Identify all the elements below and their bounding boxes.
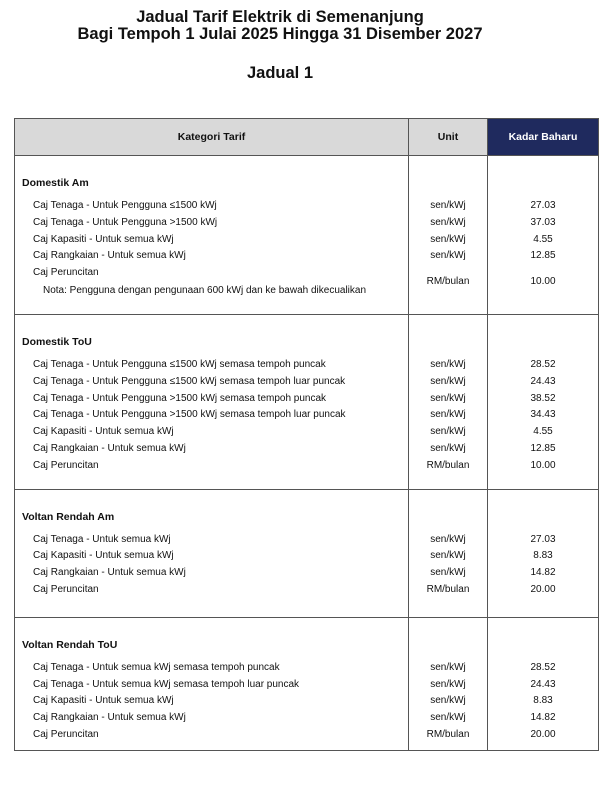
section-title: Domestik Am	[22, 177, 89, 189]
row-rate: 34.43	[530, 409, 556, 421]
row-unit: sen/kWj	[430, 533, 466, 545]
row-label: Caj Tenaga - Untuk Pengguna >1500 kWj semasa tempoh luar puncak	[33, 409, 346, 421]
row-label: Caj Peruncitan	[33, 459, 99, 471]
row-unit: sen/kWj	[430, 216, 466, 228]
row-rate: 14.82	[530, 567, 556, 579]
document-title-line2: Bagi Tempoh 1 Julai 2025 Hingga 31 Disember 2027	[77, 25, 483, 43]
row-label: Caj Tenaga - Untuk semua kWj	[33, 533, 171, 545]
section-title: Domestik ToU	[22, 335, 92, 348]
row-unit: RM/bulan	[426, 276, 470, 288]
row-unit: sen/kWj	[430, 550, 466, 562]
row-rate: 4.55	[533, 426, 553, 438]
row-unit: sen/kWj	[430, 375, 466, 387]
section-unit-cell	[409, 489, 488, 617]
section-category-cell	[15, 617, 409, 750]
row-unit: sen/kWj	[430, 392, 466, 404]
row-rate: 37.03	[530, 216, 556, 228]
row-unit: sen/kWj	[430, 712, 466, 724]
row-label: Caj Peruncitan	[33, 267, 99, 279]
row-unit: sen/kWj	[430, 409, 466, 421]
row-rate: 28.52	[530, 358, 556, 370]
row-label: Caj Kapasiti - Untuk semua kWj	[33, 550, 174, 562]
tariff-table	[14, 118, 599, 751]
row-rate: 24.43	[530, 375, 556, 387]
section-title: Voltan Rendah ToU	[22, 638, 118, 651]
table-body	[15, 156, 599, 751]
row-unit: sen/kWj	[430, 200, 466, 211]
table-section	[15, 489, 599, 617]
row-rate: 20.00	[530, 583, 556, 595]
row-rate: 24.43	[530, 678, 556, 690]
row-label: Caj Kapasiti - Untuk semua kWj	[33, 695, 174, 707]
row-rate: 12.85	[530, 250, 556, 262]
row-rate: 8.83	[533, 695, 553, 707]
section-rate-cell	[488, 156, 599, 315]
row-unit: sen/kWj	[430, 442, 466, 454]
row-unit: sen/kWj	[430, 695, 466, 707]
row-label: Caj Peruncitan	[33, 583, 99, 595]
table-section	[15, 156, 599, 315]
row-label: Caj Rangkaian - Untuk semua kWj	[33, 567, 186, 579]
row-label: Caj Tenaga - Untuk Pengguna ≤1500 kWj semasa tempoh luar puncak	[33, 375, 346, 387]
section-rate-cell	[488, 314, 599, 489]
row-unit: sen/kWj	[430, 358, 466, 370]
column-header-category: Kategori Tarif	[15, 119, 409, 156]
section-title: Voltan Rendah Am	[22, 510, 115, 523]
section-rate-cell	[488, 489, 599, 617]
section-category-cell	[15, 156, 409, 315]
row-label: Caj Kapasiti - Untuk semua kWj	[33, 426, 174, 438]
row-rate: 10.00	[530, 459, 556, 471]
section-note: Nota: Pengguna dengan pengunaan 600 kWj dan ke bawah dikecualikan	[43, 284, 367, 296]
row-label: Caj Tenaga - Untuk semua kWj semasa tempoh puncak	[33, 661, 280, 673]
table-header-row	[15, 119, 599, 156]
row-label: Caj Tenaga - Untuk Pengguna ≤1500 kWj semasa tempoh puncak	[33, 358, 326, 370]
row-rate: 38.52	[530, 392, 556, 404]
table-section	[15, 617, 599, 750]
row-label: Caj Rangkaian - Untuk semua kWj	[33, 442, 186, 454]
row-unit: sen/kWj	[430, 250, 466, 262]
row-unit: sen/kWj	[430, 567, 466, 579]
row-rate: 27.03	[530, 200, 556, 211]
row-rate: 27.03	[530, 533, 556, 545]
row-unit: sen/kWj	[430, 233, 466, 245]
section-category-cell	[15, 489, 409, 617]
row-label: Caj Tenaga - Untuk semua kWj semasa tempoh luar puncak	[33, 678, 300, 690]
row-label: Caj Tenaga - Untuk Pengguna ≤1500 kWj	[33, 200, 217, 211]
section-unit-cell	[409, 617, 488, 750]
row-unit: RM/bulan	[426, 728, 470, 740]
row-label: Caj Tenaga - Untuk Pengguna >1500 kWj semasa tempoh puncak	[33, 392, 327, 404]
row-label: Caj Peruncitan	[33, 728, 99, 740]
row-label: Caj Kapasiti - Untuk semua kWj	[33, 233, 174, 245]
row-label: Caj Tenaga - Untuk Pengguna >1500 kWj	[33, 216, 218, 228]
table-section	[15, 314, 599, 489]
row-label: Caj Rangkaian - Untuk semua kWj	[33, 250, 186, 262]
column-header-unit: Unit	[409, 119, 488, 156]
row-unit: sen/kWj	[430, 426, 466, 438]
section-unit-cell	[409, 156, 488, 315]
row-rate: 14.82	[530, 712, 556, 724]
row-rate: 4.55	[533, 233, 553, 245]
row-unit: sen/kWj	[430, 678, 466, 690]
section-category-cell	[15, 314, 409, 489]
table-number: Jadual 1	[246, 64, 314, 82]
section-unit-cell	[409, 314, 488, 489]
row-unit: RM/bulan	[426, 459, 470, 471]
column-header-rate: Kadar Baharu	[488, 119, 599, 156]
row-rate: 8.83	[533, 550, 553, 562]
section-rate-cell	[488, 617, 599, 750]
row-rate: 10.00	[530, 276, 556, 288]
row-rate: 20.00	[530, 728, 556, 740]
row-rate: 28.52	[530, 661, 556, 673]
document-title-line1: Jadual Tarif Elektrik di Semenanjung	[136, 8, 424, 26]
row-unit: RM/bulan	[426, 583, 470, 595]
row-label: Caj Rangkaian - Untuk semua kWj	[33, 712, 186, 724]
row-unit: sen/kWj	[430, 661, 466, 673]
row-rate: 12.85	[530, 442, 556, 454]
